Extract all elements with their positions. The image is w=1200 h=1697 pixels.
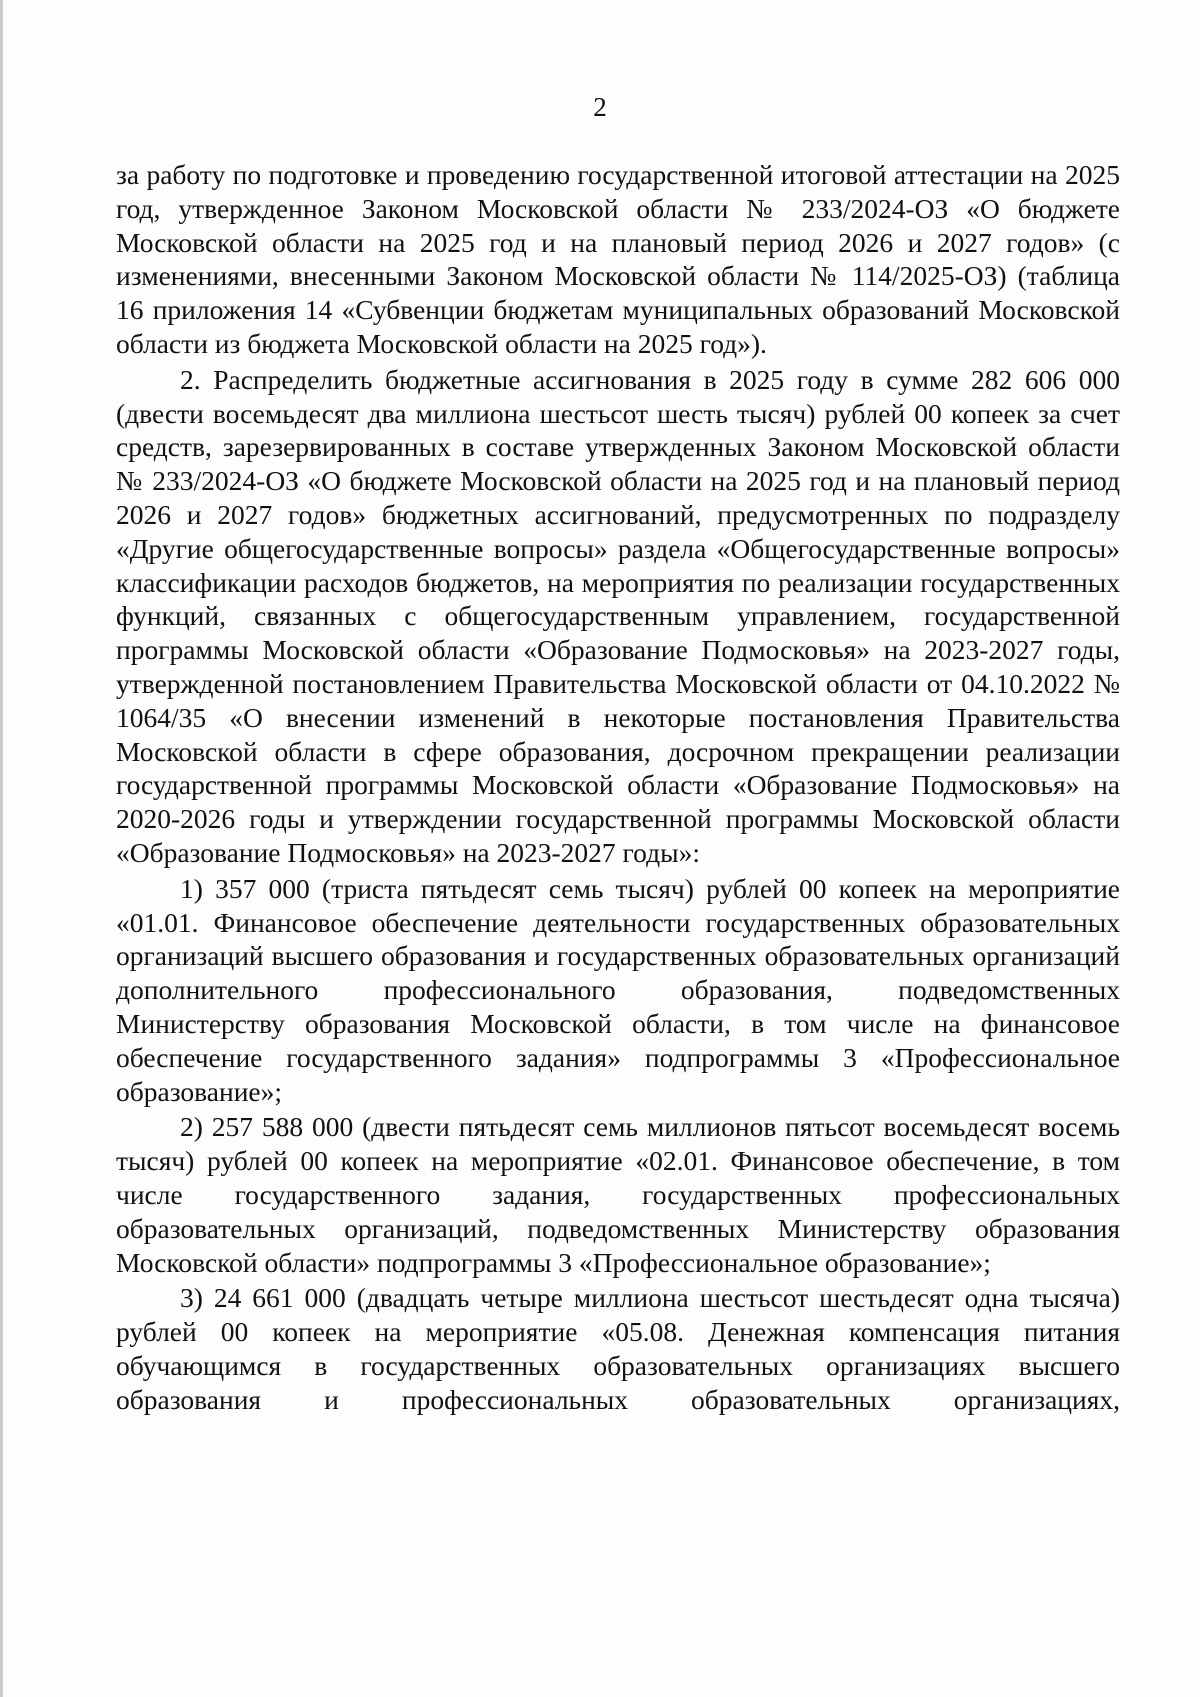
paragraph-subitem-1: 1) 357 000 (триста пятьдесят семь тысяч) рублей 00 копеек на мероприятие «01.01. Финансовое обеспечение деятельности государственных образовательных организаций высшего образования и государственных образовательных организаций дополнительного профессионального образования, подведомственных Министерству образования Московской области, в том числе на финансовое обеспечение государственного задания» подпрограммы 3 «Профессиональное образование»;	[116, 872, 1120, 1107]
scan-edge	[0, 0, 3, 1697]
paragraph-continuation: за работу по подготовке и проведению государственной итоговой аттестации на 2025 год, утвержденное Законом Московской области № 233/2024-ОЗ «О бюджете Московской области на 2025 год и на плановый период 2026 и 2027 годов» (с изменениями, внесенными Законом Московской области № 114/2025-ОЗ) (таблица 16 приложения 14 «Субвенции бюджетам муниципальных образований Московской области из бюджета Московской области на 2025 год»).	[116, 159, 1120, 359]
paragraph-item-2: 2. Распределить бюджетные ассигнования в 2025 году в сумме 282 606 000 (двести восемьдесят два миллиона шестьсот шесть тысяч) рублей 00 копеек за счет средств, зарезервированных в составе утвержденных Законом Московской области № 233/2024-ОЗ «О бюджете Московской области на 2025 год и на плановый период 2026 и 2027 годов» бюджетных ассигнований, предусмотренных по подразделу «Другие общегосударственные вопросы» раздела «Общегосударственные вопросы» классификации расходов бюджетов, на мероприятия по реализации государственных функций, связанных с общегосударственным управлением, государственной программы Московской области «Образование Подмосковья» на 2023-2027 годы, утвержденной постановлением Правительства Московской области от 04.10.2022 № 1064/35 «О внесении изменений в некоторые постановления Правительства Московской области в сфере образования, досрочном прекращении реализации государственной программы Московской области «Образование Подмосковья» на 2020-2026 годы и утверждении государственной программы Московской области «Образование Подмосковья» на 2023-2027 годы»:	[116, 363, 1120, 868]
paragraph-subitem-2: 2) 257 588 000 (двести пятьдесят семь миллионов пятьсот восемьдесят восемь тысяч) рублей 00 копеек на мероприятие «02.01. Финансовое обеспечение, в том числе государственного задания, государственных профессиональных образовательных организаций, подведомственных Министерству образования Московской области» подпрограммы 3 «Профессиональное образование»;	[116, 1111, 1120, 1278]
page-number: 2	[593, 92, 607, 122]
paragraph-subitem-3: 3) 24 661 000 (двадцать четыре миллиона шестьсот шестьдесят одна тысяча) рублей 00 копеек на мероприятие «05.08. Денежная компенсация питания обучающимся в государственных образовательных организациях высшего образования и профессиональных образовательных организациях,	[116, 1282, 1120, 1415]
document-body	[116, 158, 1120, 1416]
